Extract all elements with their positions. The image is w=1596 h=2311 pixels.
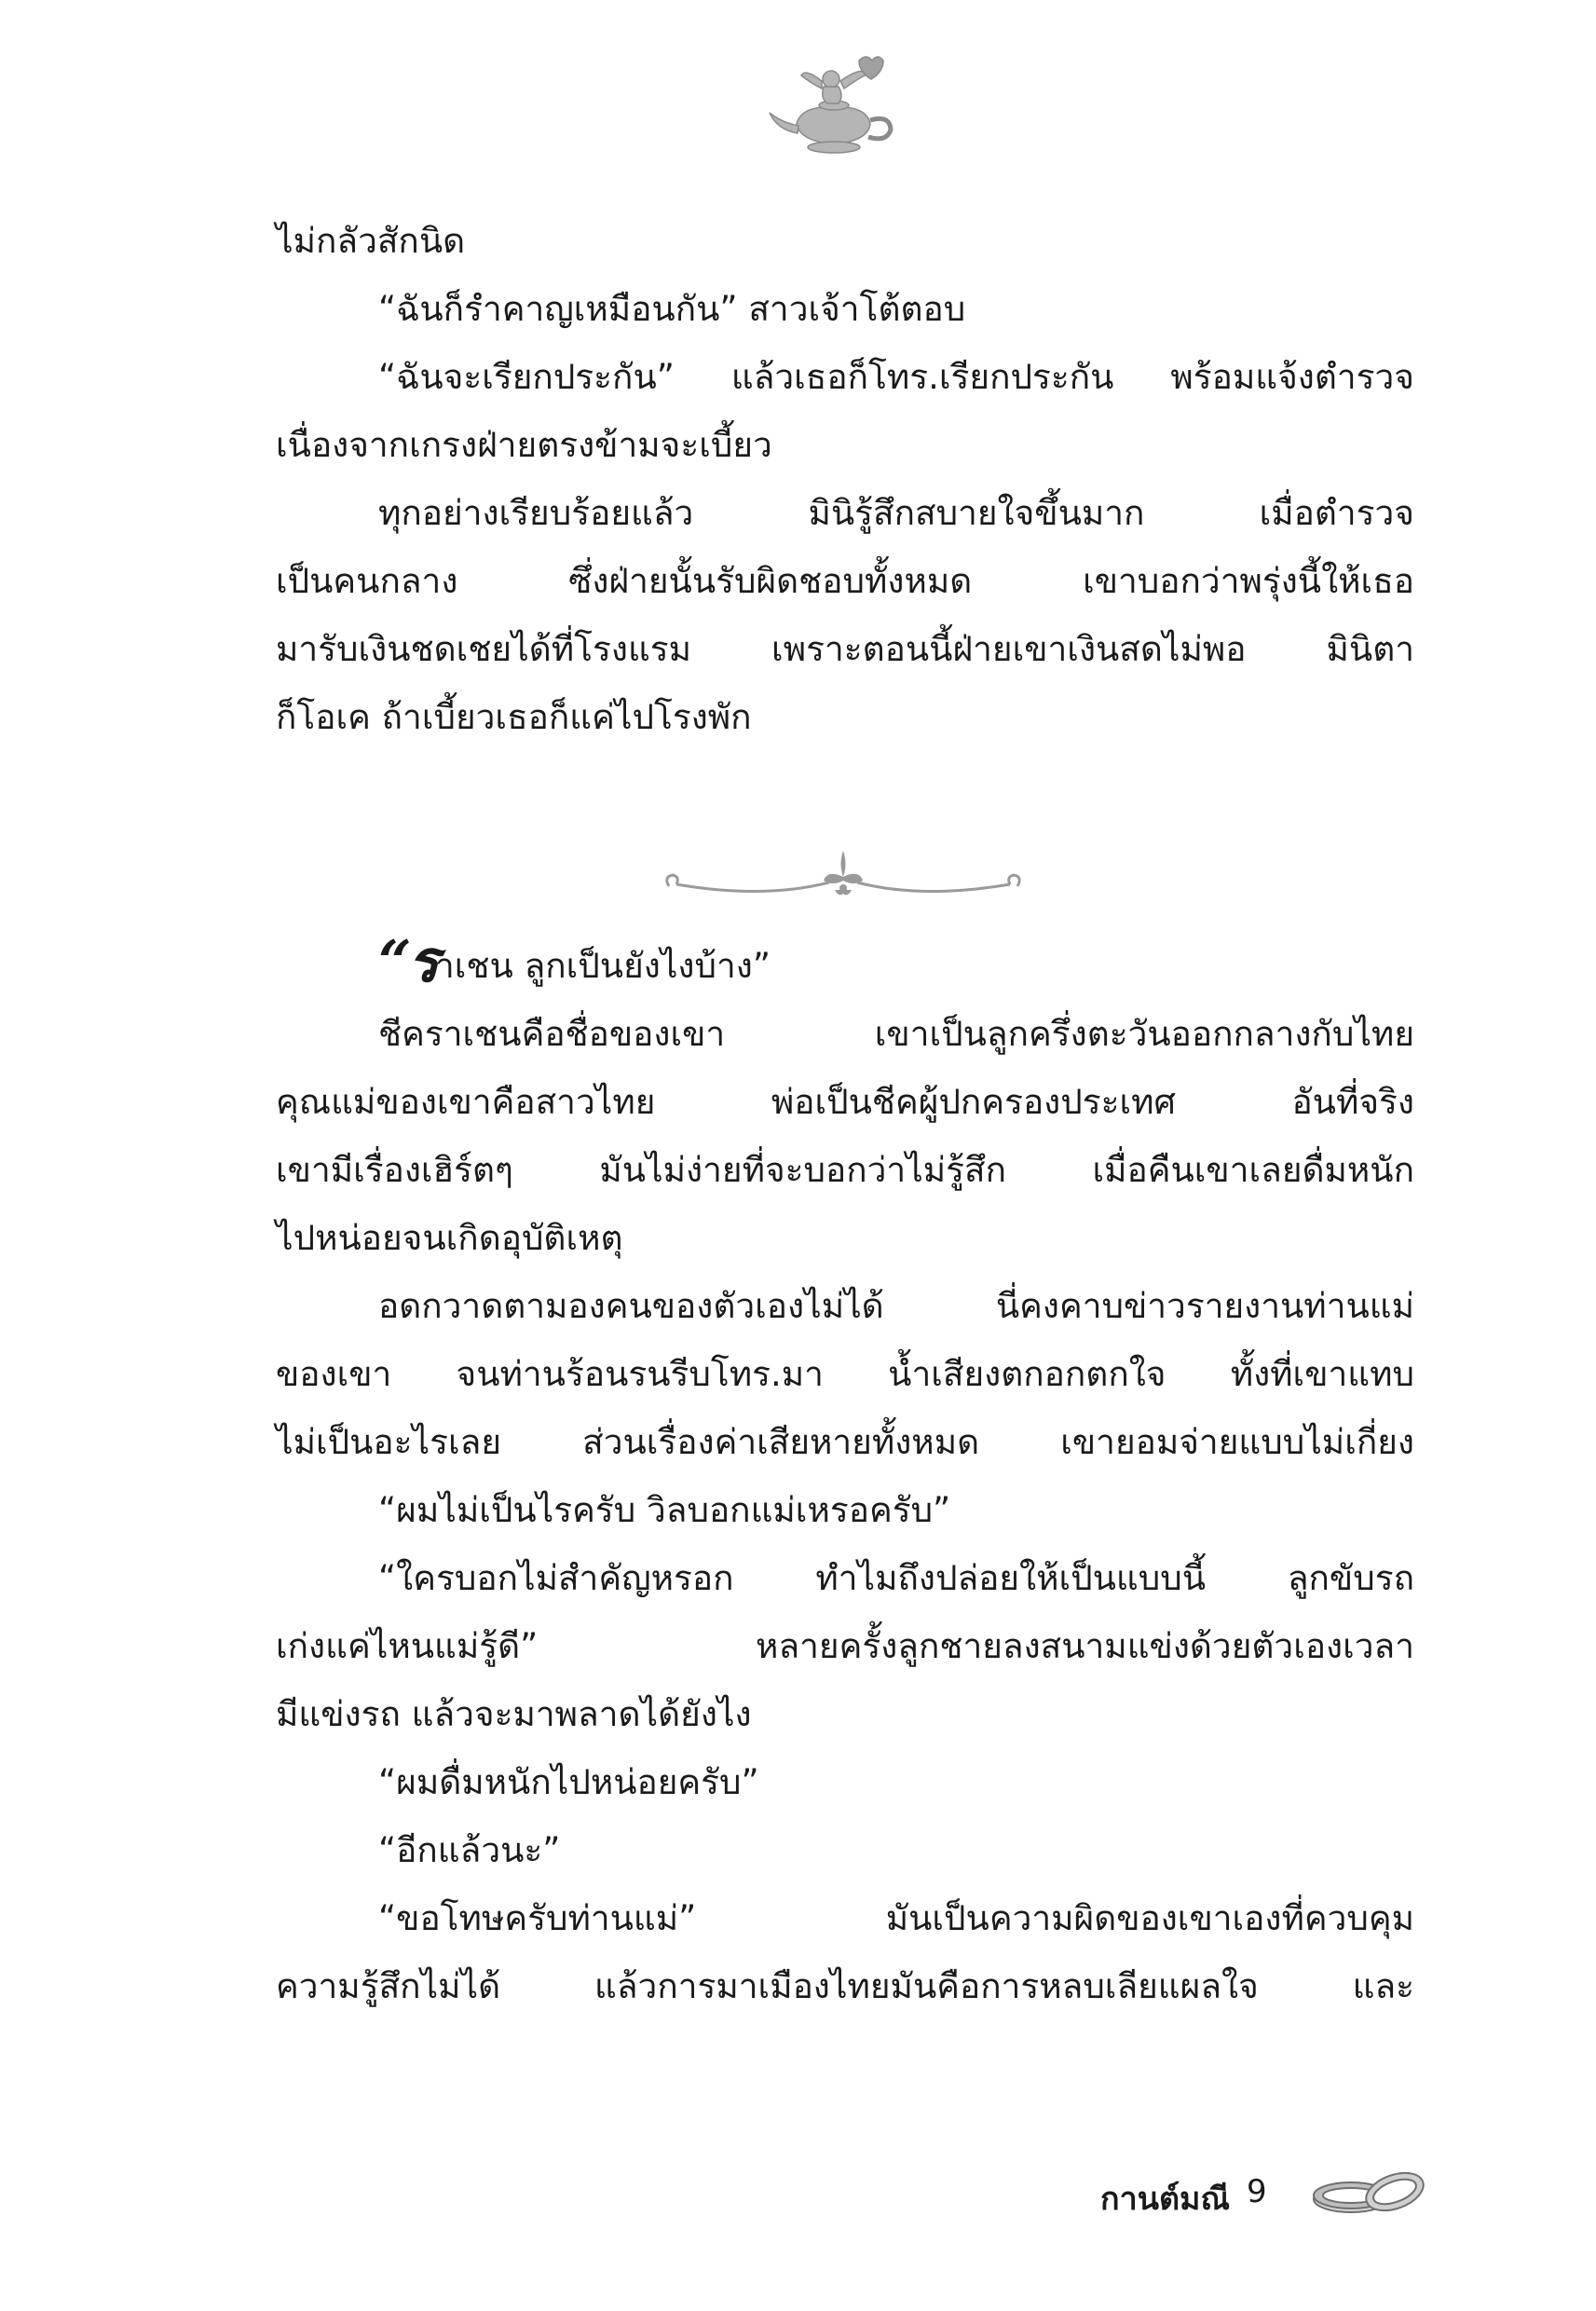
text-line: มีแข่งรถ แล้วจะมาพลาดได้ยังไง	[276, 1694, 752, 1734]
text-line: อดกวาดตามองคนของตัวเองไม่ได้ นี่คงคาบข่าวรายงานท่านแม่	[378, 1286, 1414, 1326]
text-line: าเชน ลูกเป็นยังไงบ้าง”	[434, 946, 771, 986]
text-line: “ฉันจะเรียกประกัน” แล้วเธอก็โทร.เรียกประกัน พร้อมแจ้งตำรวจ	[378, 357, 1414, 397]
text-line: คุณแม่ของเขาคือสาวไทย พ่อเป็นชีคผู้ปกครองประเทศ อันที่จริง	[276, 1082, 1414, 1122]
page-number: 9	[1247, 2173, 1267, 2210]
text-line: ก็โอเค ถ้าเบี้ยวเธอก็แค่ไปโรงพัก	[276, 697, 752, 737]
text-line: “ผมดื่มหนักไปหน่อยครับ”	[378, 1762, 759, 1802]
text-line: ไม่กลัวสักนิด	[276, 221, 466, 261]
drop-cap: “ร	[378, 927, 435, 995]
text-line: ไปหน่อยจนเกิดอุบัติเหตุ	[276, 1218, 623, 1258]
text-line: ชีคราเชนคือชื่อของเขา เขาเป็นลูกครึ่งตะวันออกกลางกับไทย	[378, 1014, 1414, 1054]
wedding-rings-icon	[1309, 2162, 1435, 2227]
text-line: เป็นคนกลาง ซึ่งฝ่ายนั้นรับผิดชอบทั้งหมด เขาบอกว่าพรุ่งนี้ให้เธอ	[276, 561, 1414, 601]
text-line: เก่งแค่ไหนแม่รู้ดี” หลายครั้งลูกชายลงสนามแข่งด้วยตัวเองเวลา	[276, 1626, 1414, 1666]
text-line: เนื่องจากเกรงฝ่ายตรงข้ามจะเบี้ยว	[276, 425, 772, 465]
text-line: ไม่เป็นอะไรเลย ส่วนเรื่องค่าเสียหายทั้งหมด เขายอมจ่ายแบบไม่เกี่ยง	[276, 1422, 1414, 1462]
text-line: มารับเงินชดเชยได้ที่โรงแรม เพราะตอนนี้ฝ่ายเขาเงินสดไม่พอ มินิตา	[276, 629, 1414, 669]
text-line: ทุกอย่างเรียบร้อยแล้ว มินิรู้สึกสบายใจขึ้นมาก เมื่อตำรวจ	[378, 493, 1414, 533]
cupid-teapot-ornament-icon	[764, 51, 904, 168]
text-line: “ขอโทษครับท่านแม่” มันเป็นความผิดของเขาเองที่ควบคุม	[378, 1898, 1414, 1938]
page-footer	[1062, 2162, 1453, 2227]
footer-author: กานต์มณี	[1100, 2181, 1230, 2218]
text-line: “อีกแล้วนะ”	[378, 1830, 561, 1870]
text-line: “ผมไม่เป็นไรครับ วิลบอกแม่เหรอครับ”	[378, 1490, 951, 1530]
scroll-divider-icon	[652, 843, 1034, 909]
text-line: ความรู้สึกไม่ได้ แล้วการมาเมืองไทยมันคือการหลบเลียแผลใจ และ	[276, 1966, 1414, 2006]
text-line: “ใครบอกไม่สำคัญหรอก ทำไมถึงปล่อยให้เป็นแบบนี้ ลูกขับรถ	[378, 1558, 1414, 1598]
paragraph-block-2	[276, 927, 1414, 2020]
text-line: ของเขา จนท่านร้อนรนรีบโทร.มา น้ำเสียงตกอกตกใจ ทั้งที่เขาแทบ	[276, 1354, 1414, 1394]
chapter-opening-line	[276, 927, 1414, 1000]
text-line: “ฉันก็รำคาญเหมือนกัน” สาวเจ้าโต้ตอบ	[378, 289, 966, 329]
paragraph-block-1	[276, 207, 1414, 751]
text-line: เขามีเรื่องเฮิร์ตๆ มันไม่ง่ายที่จะบอกว่าไม่รู้สึก เมื่อคืนเขาเลยดื่มหนัก	[276, 1150, 1414, 1190]
